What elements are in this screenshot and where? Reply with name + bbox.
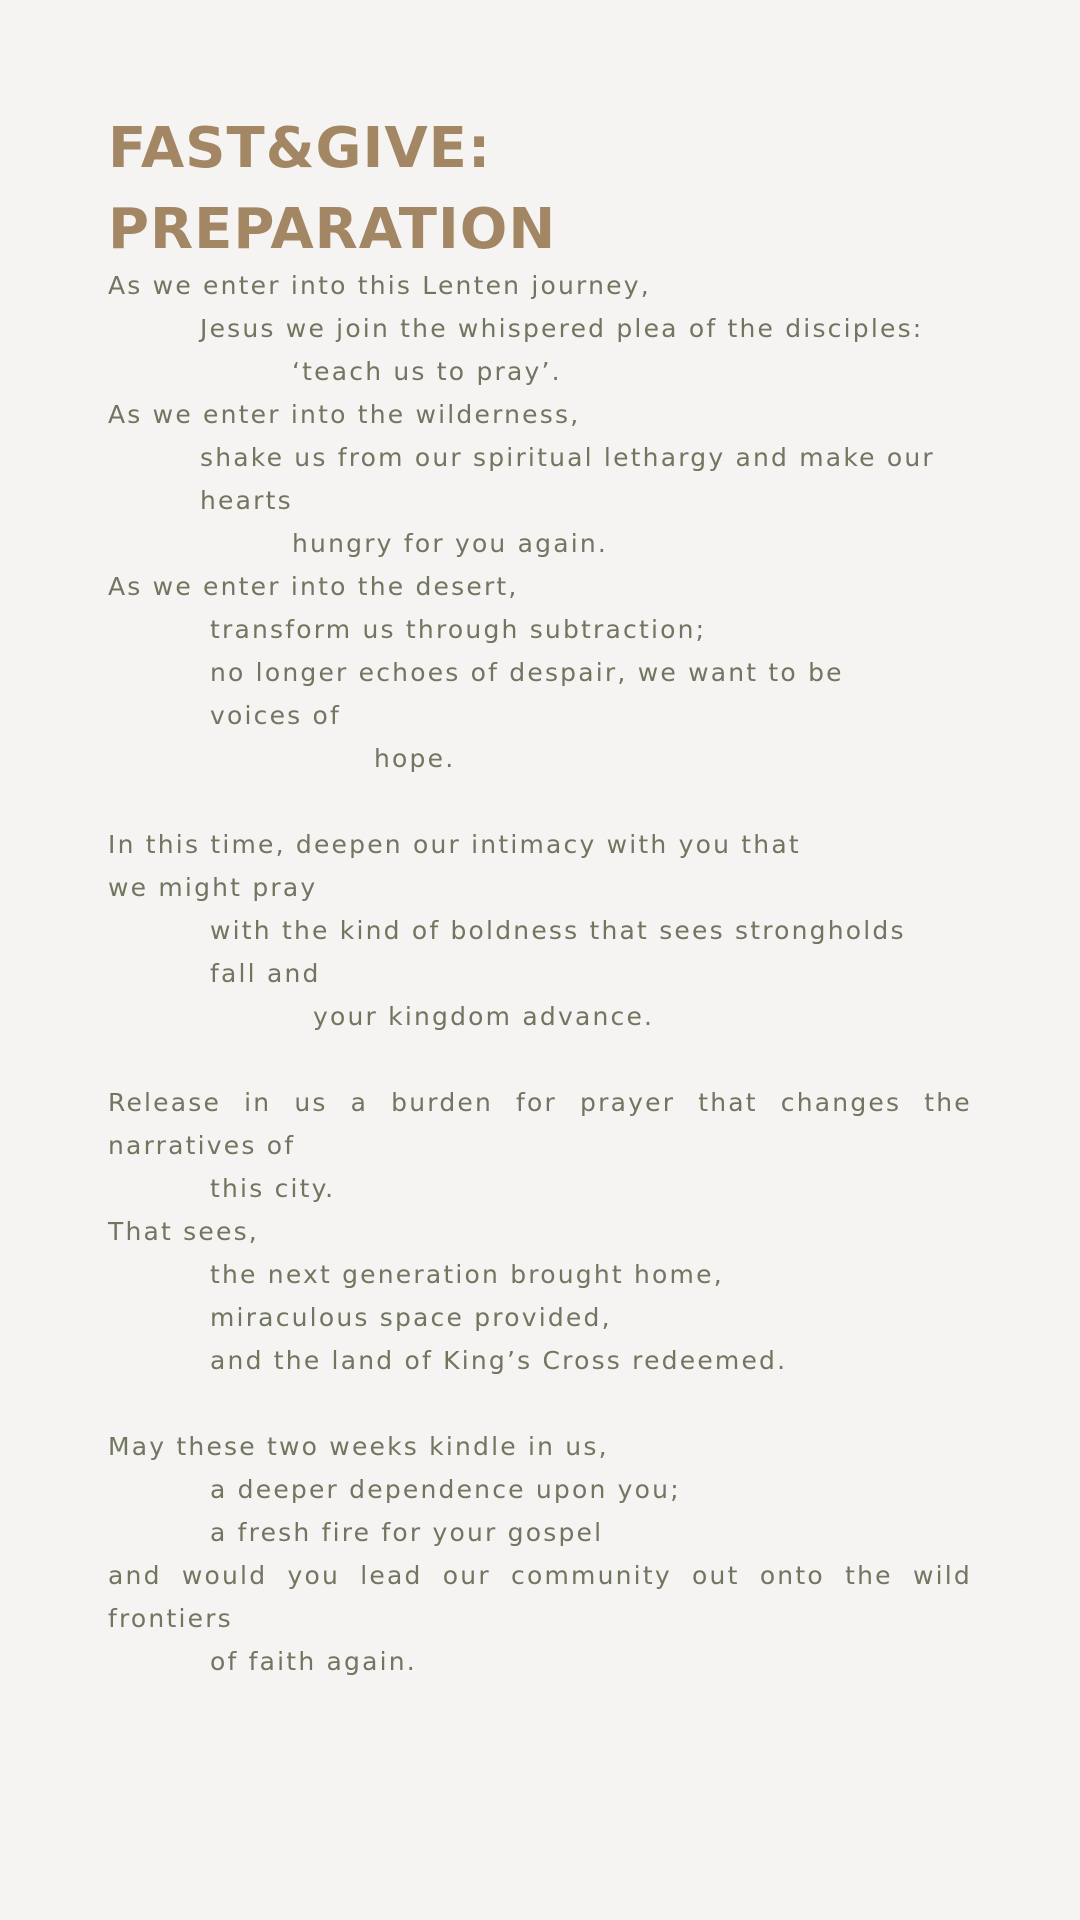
poem-line: frontiers (108, 1604, 233, 1633)
poem-line: a deeper dependence upon you; (210, 1475, 681, 1504)
stanza-break (108, 1382, 972, 1425)
stanza-break (108, 780, 972, 823)
title-line-1: FAST&GIVE: (108, 116, 492, 181)
poem-word: our (442, 1561, 491, 1590)
poem-word: lead (360, 1561, 423, 1590)
poem-word: a (350, 1088, 369, 1117)
poem-line: with the kind of boldness that sees strongholds (210, 916, 906, 945)
poem-line: no longer echoes of despair, we want to be (210, 658, 844, 687)
poem-word: the (924, 1088, 972, 1117)
poem-line-justified (108, 1081, 972, 1124)
poem-word: that (698, 1088, 758, 1117)
poem-line: May these two weeks kindle in us, (108, 1432, 609, 1461)
poem-word: in (244, 1088, 272, 1117)
poem-word: you (287, 1561, 341, 1590)
poem-word: and (108, 1561, 162, 1590)
poem-line: Jesus we join the whispered plea of the disciples: (200, 314, 924, 343)
poem-line: we might pray (108, 873, 318, 902)
poem-line: shake us from our spiritual lethargy and make our (200, 443, 935, 472)
poem-line: narratives of (108, 1131, 296, 1160)
poem-line: of faith again. (210, 1647, 417, 1676)
poem-line: this city. (210, 1174, 336, 1203)
poem-line: transform us through subtraction; (210, 615, 707, 644)
poem-line: miraculous space provided, (210, 1303, 612, 1332)
poem-line: ‘teach us to pray’. (292, 357, 562, 386)
poem-line-justified (108, 1554, 972, 1597)
page-title (108, 108, 556, 270)
poem-line: the next generation brought home, (210, 1260, 724, 1289)
poem-word: us (294, 1088, 328, 1117)
poem-line: hearts (200, 486, 293, 515)
poem-line: That sees, (108, 1217, 259, 1246)
poem-word: prayer (580, 1088, 676, 1117)
poem-line: your kingdom advance. (313, 1002, 655, 1031)
poem-word: changes (780, 1088, 902, 1117)
poem-line: As we enter into this Lenten journey, (108, 271, 651, 300)
prayer-text (108, 264, 972, 1683)
poem-line: hope. (374, 744, 456, 773)
poem-word: for (516, 1088, 558, 1117)
poem-line: fall and (210, 959, 321, 988)
poem-word: Release (108, 1088, 222, 1117)
poem-word: the (845, 1561, 893, 1590)
poem-word: onto (759, 1561, 825, 1590)
poem-line: and the land of King’s Cross redeemed. (210, 1346, 788, 1375)
poem-line: As we enter into the desert, (108, 572, 519, 601)
poem-word: burden (391, 1088, 494, 1117)
poem-word: out (692, 1561, 740, 1590)
poem-line: In this time, deepen our intimacy with you that (108, 830, 801, 859)
stanza-break (108, 1038, 972, 1081)
poem-word: wild (912, 1561, 972, 1590)
poem-word: would (181, 1561, 268, 1590)
poem-line: a fresh fire for your gospel (210, 1518, 604, 1547)
poem-line: voices of (210, 701, 342, 730)
poem-word: community (511, 1561, 672, 1590)
title-line-2: PREPARATION (108, 197, 557, 262)
poem-line: hungry for you again. (292, 529, 609, 558)
poem-line: As we enter into the wilderness, (108, 400, 581, 429)
